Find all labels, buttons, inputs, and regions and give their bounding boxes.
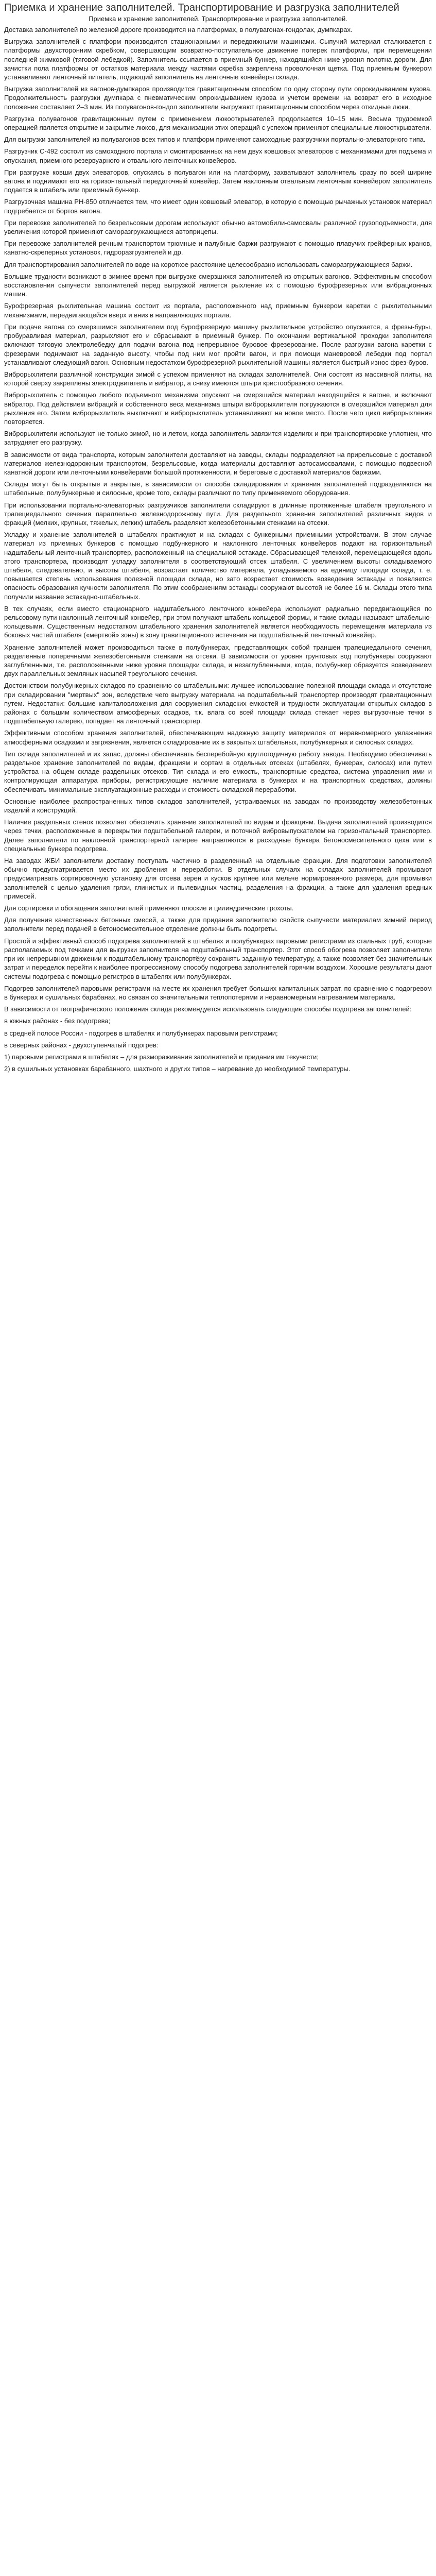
paragraph: При подаче вагона со смерзшимся заполнителем под бурофрезерную машину рыхлительное устройство опускается, а фрезы-буры, пробуравливая материал, разрыхляют его и сбрасывают в приемный бункер. По окончании вертикальной проходки заполнителя включают тяговую электролебедку для подачи вагона под непрерывное буровое фрезерование. После разгрузки вагона каретки с фрезерами поднимают на заданную высоту, чтобы под ним мог пройти вагон, и при помощи маневровой лебедки под портал устанавливают следующий вагон. Основным недостатком бурофрезерной рыхлительной машины является быстрый износ фрез-буров. xyxy=(4,323,432,366)
paragraph: Простой и эффективный способ подогрева заполнителей в штабелях и полубункерах паровыми регистрами из стальных труб, которые располагаемых под течками для выгрузки заполнителя на подштабельный транспортер. Этот способ обогрева позволяет заполнители при их непрерывном движении к подштабельному транспортёру сохранять заданную температуру, а также позволяет без значительных затрат и переделок перейти к наиболее прогрессивному способу подогрева заполнителей горячим воздухом. Хорошие результаты дают системы подогрева с помощью регистров в штабелях или полубункерах. xyxy=(4,937,432,980)
article-title: Приемка и хранение заполнителей. Транспортирование и разгрузка заполнителей xyxy=(4,2,399,13)
paragraph: 1) паровыми регистрами в штабелях – для размораживания заполнителей и придания им текучести; xyxy=(4,1053,319,1061)
paragraph: В тех случаях, если вместо стационарного надштабельного ленточного конвейера используют радиально передвигающийся по рельсовому пути наклонный ленточный конвейер, при этом получают штабель кольцевой формы, и такие склады называют штабельно-кольцевыми. Существенным недостатком штабельного хранения заполнителей является необходимость перемещения материала из боковых частей штабеля («мертвой» зоны) в зону гравитационного истечения на подштабельный ленточный конвейер. xyxy=(4,604,432,639)
paragraph: При перевозке заполнителей по безрельсовым дорогам используют обычно автомобили-самосвалы различной грузоподъемности, для увеличения которой применяют саморазгружающиеся автоприцепы. xyxy=(4,218,432,236)
paragraph: При разгрузке ковши двух элеваторов, опускаясь в полувагон или на платформу, захватывают заполнитель сразу по всей ширине вагона и поднимают его на горизонтальный передаточный конвейер. Затем наклонным отвальным ленточным конвейером заполнитель подается в штабель или приемный бун-кер. xyxy=(4,168,432,194)
paragraph: Разгрузчик С-492 состоит из самоходного портала и смонтированных на нем двух ковшовых элеваторов с механизмами для подъема и опускания, приемного резервуарного и отвального ленточных конвейеров. xyxy=(4,147,432,164)
paragraph: Для выгрузки заполнителей из полувагонов всех типов и платформ применяют самоходные разгрузчики портально-элеваторного типа. xyxy=(4,135,426,144)
page xyxy=(0,0,436,1081)
paragraph: В зависимости от вида транспорта, которым заполнители доставляют на заводы, склады подразделяют на прирельсовые с доставкой материалов железнодорожным транспортом, безрельсовые, когда материалы доставляют автосамосвалами, с помощью подвесной канатной дороги или ленточными конвейерами большой протяженности, и береговые с доставкой материалов баржами. xyxy=(4,450,432,476)
paragraph: Подогрев заполнителей паровыми регистрами на месте их хранения требует больших капитальных затрат, по сравнению с подогревом в бункерах и сушильных барабанах, но связан со значительными теплопотерями и неравномерным нагреванием материала. xyxy=(4,984,432,1001)
paragraph: В зависимости от географического положения склада рекомендуется использовать следующие способы подогрева заполнителей: xyxy=(4,1005,412,1013)
paragraph: Тип склада заполнителей и их запас, должны обеспечивать бесперебойную круглогодичную работу завода. Необходимо обеспечивать раздельное хранение заполнителей по видам, фракциям и сортам в отдельных отсеках (штабелях, бункерах, силосах) или путем устройства на общем складе раздельных отсеков. Тип склада и его емкость, транспортные средства, система управления ими и контролирующая аппаратура приборы, регистрирующие наличие материала в бункерах и на транспортных средствах, должны обеспечивать минимальные эксплуатационные расходы и стоимость складской переработки. xyxy=(4,750,432,793)
paragraph: При перевозке заполнителей речным транспортом трюмные и палубные баржи разгружают с помощью плавучих грейферных кранов, канатно-скреперных установок, гидроразгрузителей и др. xyxy=(4,240,432,257)
article-body xyxy=(4,25,432,1073)
paragraph: Выгрузка заполнителей с платформ производится стационарными и передвижными машинами. Сыпучий материал сталкивается с платформы двухсторонним скребком, совершающим возвратно-поступательное движение поперек платформы, при перемещении последней жимковой (тяговой лебедкой). Заполнитель ссыпается в приемный бункер, находящийся ниже уровня полотна дороги. Для зачистки пола платформы от остатков материала между частями скребка закреплена проволочная щетка. Под приемным бункером устанавливают ленточный питатель, подающий заполнитель на ленточные конвейеры склада. xyxy=(4,38,432,81)
paragraph: Достоинством полубункерных складов по сравнению со штабельными: лучшее использование полезной площади склада и отсутствие при складировании "мертвых" зон, вследствие чего выгрузку материала на подштабельный транспортер производят гравитационным путем. Недостатки: большие капиталовложения для сооружения складских емкостей и трудности эксплуатации открытых складов в районах с большим количеством атмосферных осадков, т.к. влага со всей площади склада стекает через выгрузочные течки в подштабельную галерею, попадает на ленточный транспортер. xyxy=(4,682,432,725)
paragraph: Разгрузочная машина РН-850 отличается тем, что имеет один ковшовый элеватор, в которую с помощью рычажных установок материал подгребается от бортов вагона. xyxy=(4,198,432,215)
paragraph: Большие трудности возникают в зимнее время при выгрузке смерзшихся заполнителей из открытых вагонов. Эффективным способом восстановления сыпучести заполнителей перед выгрузкой является рыхление их с помощью бурофрезерных или вибрационных машин. xyxy=(4,272,432,298)
paragraph: в средней полосе России - подогрев в штабелях и полубункерах паровыми регистрами; xyxy=(4,1029,278,1037)
paragraph: в южных районах - без подогрева; xyxy=(4,1017,111,1025)
paragraph: Виброрыхлитель с помощью любого подъемного механизма опускают на смерзшийся материал находящийся в вагоне, и включают вибратор. Под действием вибраций и собственного веса механизма штыри виброрыхлителя погружаются в смерзшийся материал для рыхления его. Затем виброрыхлитель выключают и виброрыхлитель устанавливают на новое место. После чего цикл виброрыхления повторяется. xyxy=(4,391,432,426)
paragraph: Хранение заполнителей может производиться также в полубункерах, представляющих собой траншеи трапециедального сечения, разделенные поперечными железобетонными стенками на отсеки. В зависимости от уровня грунтовых вод полубункеры сооружают заглубленными, т.е. расположенными ниже уровня площадки склада, и незаглубленными, когда, полубункер образуется возведением двух параллельных земляных насыпей треугольного сечения. xyxy=(4,643,432,678)
paragraph: Основные наиболее распространенных типов складов заполнителей, устраиваемых на заводах по производству железобетонных изделий и конструкций. xyxy=(4,797,432,815)
paragraph: Выгрузка заполнителей из вагонов-думпкаров производится гравитационным способом по одну сторону пути опрокидыванием кузова. Продолжительность разгрузки думпкара с пневматическим опрокидыванием кузова и учетом времени на возврат его в исходное положение составляет 2–3 мин. Из полувагонов-гондол заполнители выгружают гравитационным способом через откидные люки. xyxy=(4,85,432,111)
paragraph: Склады могут быть открытые и закрытые, в зависимости от способа складирования и хранения заполнителей подразделяются на штабельные, полубункерные и силосные, кроме того, склады различают по типу применяемого оборудования. xyxy=(4,480,432,497)
paragraph: в северных районах - двухступенчатый подогрев: xyxy=(4,1041,159,1049)
paragraph: Для получения качественных бетонных смесей, а также для придания заполнителю свойств сыпучести материалам зимний период заполнители перед подачей в бетоносмесительное отделение должны быть подогреты. xyxy=(4,916,432,933)
paragraph: На заводах ЖБИ заполнители доставку поступать частично в разделенный на отдельные фракции. Для подготовки заполнителей обычно предусматривается место их дробления и переработки. В отдельных случаях на складах заполнителей промывают предусматривать сортировочную установку для отсева зерен и кусков крупнее или мельче нормированного размера, для промывки заполнителей с целью удаления грязи, глинистых и пылевидных частиц, разделения на фракции, а также для удаления вредных примесей. xyxy=(4,857,432,900)
paragraph: При использовании портально-элеваторных разгрузчиков заполнители складируют в длинные протяженные штабеля треугольного и трапециедального сечения параллельно железнодорожному пути. Для раздельного хранения заполнителей различных видов и фракций (мелких, крупных, тяжелых, легких) штабель разделяют железобетонными стенками на отсеки. xyxy=(4,501,432,527)
paragraph: Бурофрезерная рыхлительная машина состоит из портала, расположенного над приемным бункером каретки с рыхлительными механизмами, передвигающейся вверх и вниз в направляющих портала. xyxy=(4,302,432,319)
paragraph: 2) в сушильных установках барабанного, шахтного и других типов – нагревание до необходимой температуры. xyxy=(4,1065,351,1073)
paragraph: Эффективным способом хранения заполнителей, обеспечивающим надежную защиту материалов от неравномерного увлажнения атмосферными осадками и загрязнения, является складирование их в закрытых штабельных, полубункерных и силосных складах. xyxy=(4,729,432,746)
paragraph: Доставка заполнителей по железной дороге производится на платформах, в полувагонах-гондолах, думпкарах. xyxy=(4,26,353,33)
paragraph: Наличие раздельных стенок позволяет обеспечить хранение заполнителей по видам и фракциям. Выдача заполнителей производится через течки, расположенные в перекрытии подштабельной галереи, и поточной вибровыпускателем на горизонтальный транспортер. Далее заполнители по наклонной транспортерной галерее направляются в расходные бункера бетоносмесительного цеха или в специальные бункера подогрева. xyxy=(4,818,432,853)
paragraph: Виброрыхлители различной конструкции зимой с успехом применяют на складах заполнителей. Они состоят из массивной плиты, на которой сверху закреплены электродвигатель и вибратор, а снизу имеются штыри кристообразного сечения. xyxy=(4,370,432,387)
article-subtitle: Приемка и хранение заполнителей. Транспортирование и разгрузка заполнителей. xyxy=(89,15,347,23)
paragraph: Укладку и хранение заполнителей в штабелях практикуют и на складах с бункерными приемными устройствами. В этом случае материал из приемных бункеров с помощью подбункерного и наклонного ленточных конвейеров подают на горизонтальный надштабельный ленточный транспортер, расположенный на специальной эстакаде. Сбрасывающей тележкой, перемещающейся вдоль этого транспортера, производят укладку заполнителя в соответствующий отсек штабеля. С увеличением высоты складываемого штабеля, следовательно, и высоты штабеля, возрастает количество материала, укладываемого на единицу площади склада, т. е. повышается степень использования полезной площади склада, но зато возрастает стоимость возведения эстакады и появляется опасность образования кучности заполнителя. По этим соображениям эстакады сооружают высотой не более 16 м. Склады этого типа получили название эстакадно-штабельных. xyxy=(4,531,432,601)
paragraph: Виброрыхлители используют не только зимой, но и летом, когда заполнитель завязится изделиях и при транспортировке уплотнен, что затрудняет его разгрузку. xyxy=(4,430,432,447)
paragraph: Разгрузка полувагонов гравитационным путем с применением люкооткрывателей продолжается 10–15 мин. Весьма трудоемкой операцией является открытие и закрытие люков, для механизации этих операций с успехом применяют специальные люкооткрыватели. xyxy=(4,114,432,132)
paragraph: Для транспортирования заполнителей по воде на короткое расстояние целесообразно использовать саморазгружающиеся баржи. xyxy=(4,260,413,268)
paragraph: Для сортировки и обогащения заполнителей применяют плоские и цилиндрические грохоты. xyxy=(4,904,294,912)
